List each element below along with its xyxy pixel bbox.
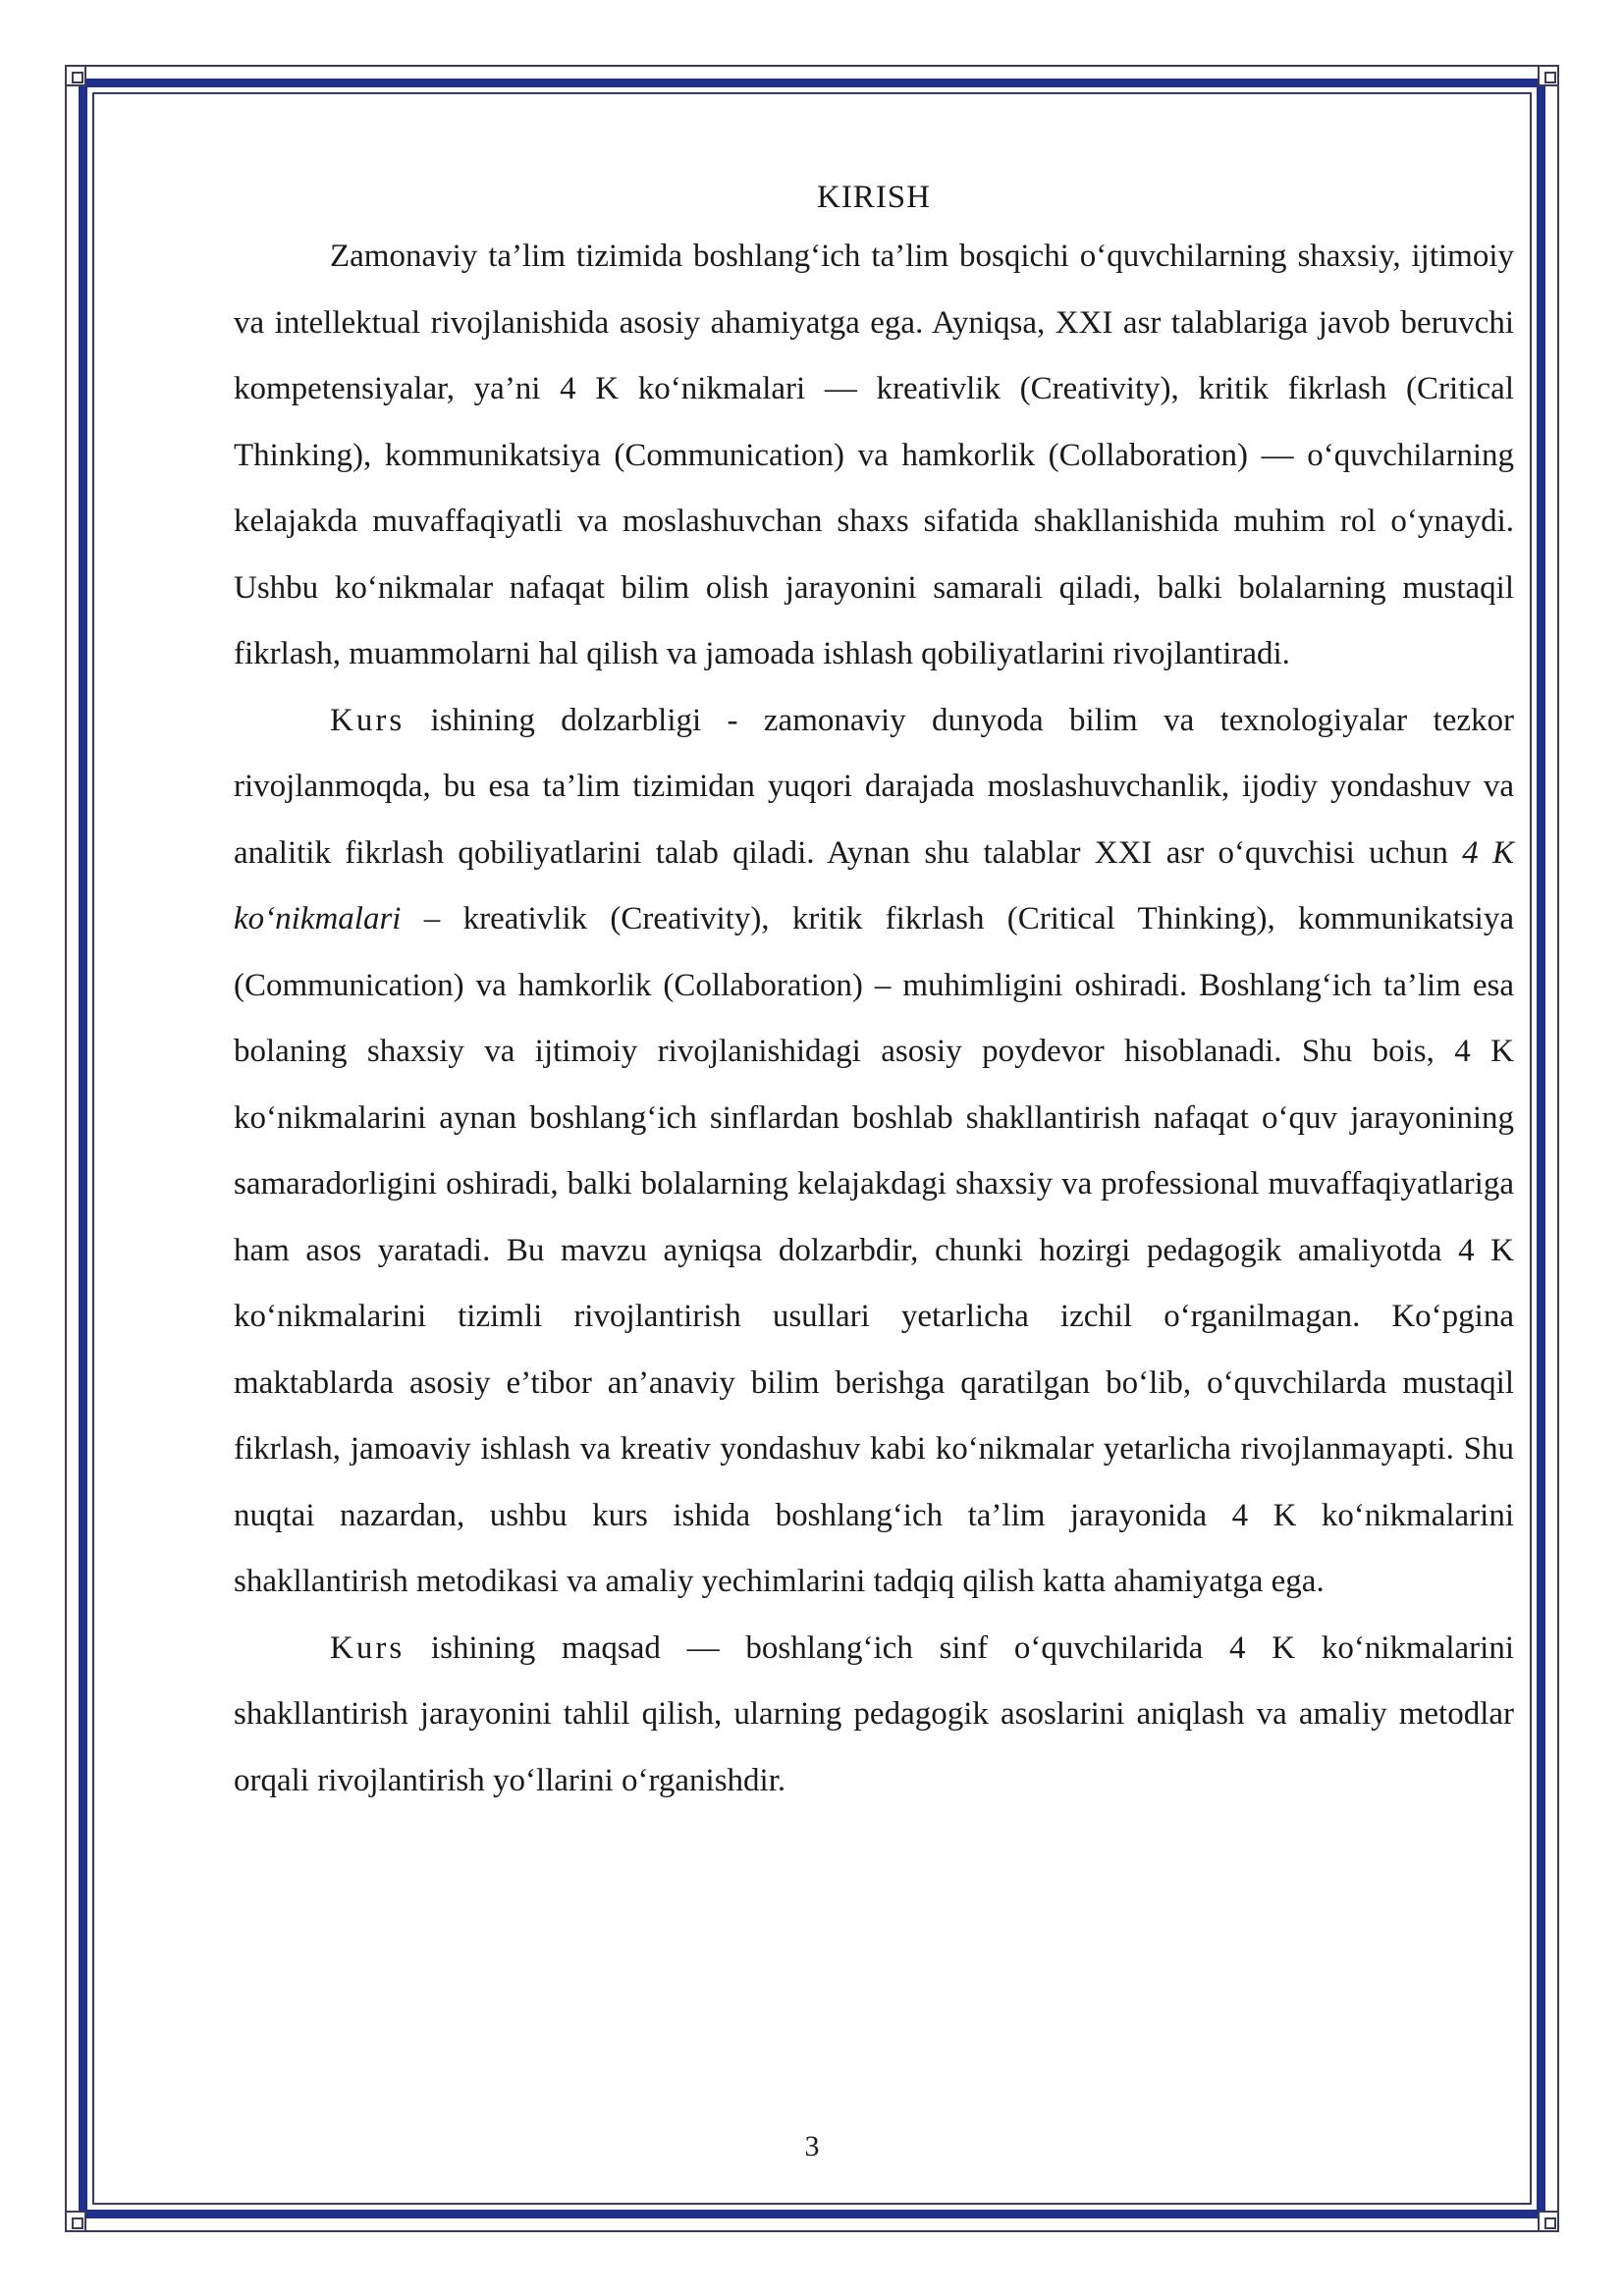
paragraph-text: ishining dolzarbligi - zamonaviy dunyoda bilim va texnologiyalar tezkor rivojlanmoqda, bu esa ta’lim tizimidan yuqori darajada moslashuvchanlik, ijodiy yondashuv va analitik fikrlash qobiliyatlarini talab qiladi. Aynan shu talablar XXI asr o‘quvchisi uchun	[234, 702, 1514, 871]
paragraph-goal	[234, 1616, 1514, 1815]
paragraph-introduction: Zamonaviy ta’lim tizimida boshlang‘ich ta’lim bosqichi o‘quvchilarning shaxsiy, ijtimoiy va intellektual rivojlanishida asosiy ahamiyatga ega. Ayniqsa, XXI asr talablariga javob beruvchi kompetensiyalar, ya’ni 4 K ko‘nikmalari — kreativlik (Creativity), kritik fikrlash (Critical Thinking), kommunikatsiya (Communication) va hamkorlik (Collaboration) — o‘quvchilarning kelajakda muvaffaqiyatli va moslashuvchan shaxs sifatida shakllanishida muhim rol o‘ynaydi. Ushbu ko‘nikmalar nafaqat bilim olish jarayonini samarali qiladi, balki bolalarning mustaqil fikrlash, muammolarni hal qilish va jamoada ishlash qobiliyatlarini rivojlantiradi.	[234, 239, 1514, 671]
paragraph-relevance	[234, 688, 1514, 1616]
paragraph-lead-word: Kurs	[330, 702, 406, 738]
corner-ornament-bottom-left	[65, 2211, 86, 2232]
corner-ornament-top-left	[65, 65, 86, 86]
section-title: KIRISH	[816, 180, 931, 215]
corner-ornament-top-right	[1538, 65, 1559, 86]
italic-term: 4 K ko‘nikmalari	[234, 834, 1514, 936]
corner-ornament-bottom-right	[1538, 2211, 1559, 2232]
paragraph-lead-word: Kurs	[330, 1629, 406, 1666]
paragraph-text: – kreativlik (Creativity), kritik fikrlash (Critical Thinking), kommunikatsiya (Communication) va hamkorlik (Collaboration) – muhimligini oshiradi. Boshlang‘ich ta’lim esa bolaning shaxsiy va ijtimoiy rivojlanishidagi asosiy poydevor hisoblanadi. Shu bois, 4 K ko‘nikmalarini aynan boshlang‘ich sinflardan boshlab shakllantirish nafaqat o‘quv jarayonining samaradorligini oshiradi, balki bolalarning kelajakdagi shaxsiy va professional muvaffaqiyatlariga ham asos yaratadi. Bu mavzu ayniqsa dolzarbdir, chunki hozirgi pedagogik amaliyotda 4 K ko‘nikmalarini tizimli rivojlantirish usullari yetarlicha izchil o‘rganilmagan. Ko‘pgina maktablarda asosiy e’tibor an’anaviy bilim berishga qaratilgan bo‘lib, o‘quvchilarda mustaqil fikrlash, jamoaviy ishlash va kreativ yondashuv kabi ko‘nikmalar yetarlicha rivojlanmayapti. Shu nuqtai nazardan, ushbu kurs ishida boshlang‘ich ta’lim jarayonida 4 K ko‘nikmalarini shakllantirish metodikasi va amaliy yechimlarini tadqiq qilish katta ahamiyatga ega.	[234, 901, 1514, 1599]
document-body	[234, 175, 1514, 1814]
paragraph-text: ishining maqsad — boshlang‘ich sinf o‘quvchilarida 4 K ko‘nikmalarini shakllantirish jarayonini tahlil qilish, ularning pedagogik asoslarini aniqlash va amaliy metodlar orqali rivojlantirish yo‘llarini o‘rganishdir.	[234, 1629, 1514, 1798]
page-number: 3	[804, 2130, 820, 2163]
